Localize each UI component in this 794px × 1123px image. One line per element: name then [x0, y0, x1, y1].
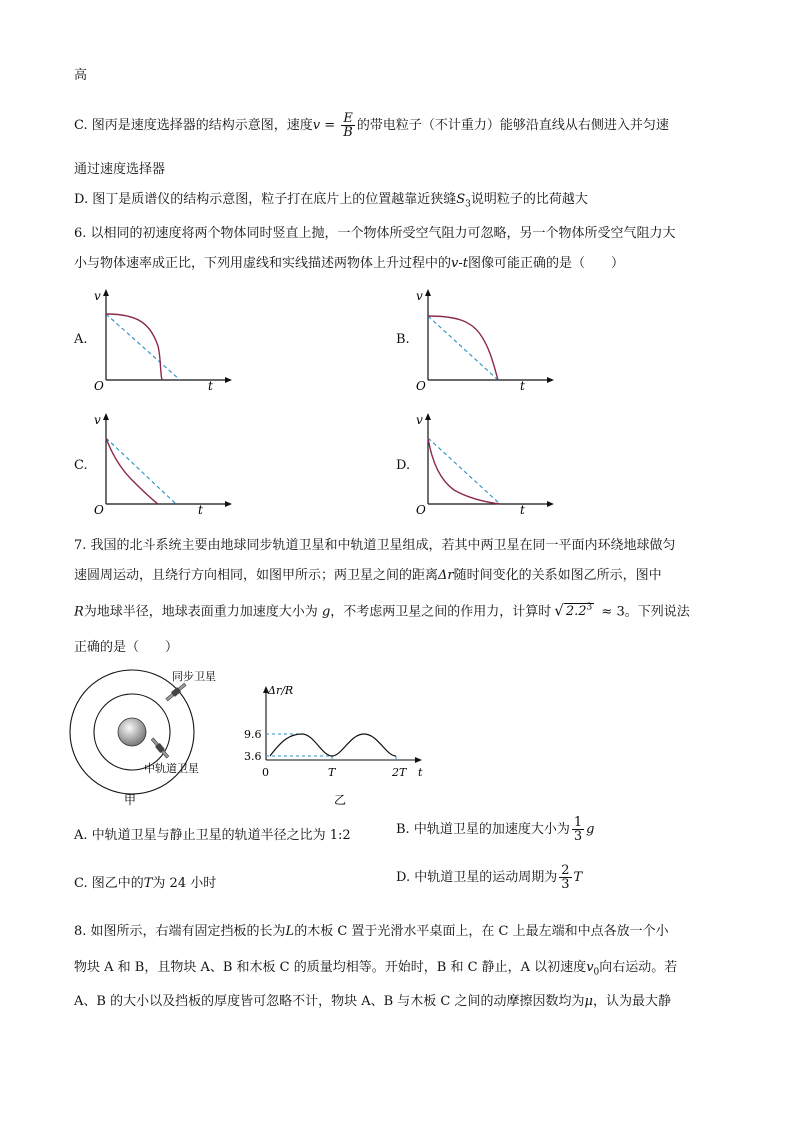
q7-option-a: A. 中轨道卫星与静止卫星的轨道半径之比为 1:2 [74, 828, 351, 843]
q5-option-c-continued: 通过速度选择器 [74, 162, 166, 177]
fraction-numerator: 1 [573, 815, 583, 830]
sync-satellite-icon [165, 682, 187, 702]
fraction-denominator: 3 [573, 829, 583, 844]
v-axis-label: v [94, 413, 101, 427]
q8-line-3-b: ，认为最大静 [592, 994, 671, 1009]
q8-line-3-a: A、B 的大小以及挡板的厚度皆可忽略不计，物块 A、B 与木板 C 之间的动摩擦因数均为 [74, 994, 585, 1009]
l-symbol: L [285, 924, 295, 939]
slit-subscript: 3 [465, 199, 471, 210]
q8-line-1-b: 的木板 C 置于光滑水平桌面上，在 C 上最左端和中点各放一个小 [294, 924, 669, 939]
fraction-numerator: 2 [561, 863, 570, 878]
q6-graph-a [88, 286, 238, 396]
x-tick-2t: 2T [392, 766, 407, 779]
q8-line-2-b: 向右运动。若 [599, 960, 678, 975]
fraction-denominator: B [343, 125, 353, 140]
equals-sign: = [320, 118, 340, 133]
delta-r-chart [238, 680, 428, 810]
q8-line-1-a: 8. 如图所示，右端有固定挡板的长为 [74, 924, 286, 939]
q7-option-d-text: D. 中轨道卫星的运动周期为 [396, 870, 558, 885]
fraction-numerator: E [341, 112, 355, 126]
t-axis-label: t [208, 379, 213, 393]
q5-option-c-text-end: 的带电粒子（不计重力）能够沿直线从右侧进入并匀速 [356, 118, 669, 133]
q6-option-c-label: C. [74, 458, 88, 473]
v0-subscript: 0 [593, 967, 600, 978]
q6-option-b-label: B. [396, 332, 410, 347]
solid-curve [106, 438, 158, 504]
q5-option-d [74, 190, 588, 215]
sqrt-base: 2.2 [565, 604, 587, 620]
q5-option-d-end: 说明粒子的比荷越大 [470, 192, 588, 207]
q5-option-c-text: C. 图丙是速度选择器的结构示意图，速度 [74, 118, 313, 133]
figure-yi-caption: 乙 [334, 793, 347, 807]
y-axis-label: Δr/R [268, 684, 294, 697]
q6-line-1: 6. 以相同的初速度将两个物体同时竖直上抛，一个物体所受空气阻力可忽略，另一个物体所受空气阻力大 [74, 226, 676, 241]
q6-option-a-label: A. [74, 332, 88, 347]
x-tick-zero: 0 [262, 766, 269, 779]
v0-symbol: v [586, 960, 594, 975]
velocity-symbol: v [312, 118, 321, 133]
top-fragment: 高 [74, 68, 88, 83]
q7-option-c-end: 为 24 小时 [152, 876, 217, 891]
q7-line-2-a: 速圆周运动，且绕行方向相同，如图甲所示；两卫星之间的距离 [74, 568, 439, 583]
g-symbol: g [321, 604, 331, 620]
q7-line-1: 7. 我国的北斗系统主要由地球同步轨道卫星和中轨道卫星组成，若其中两卫星在同一平面内环绕地球做匀 [74, 538, 676, 553]
q6-option-d-label: D. [396, 458, 411, 473]
q7-option-c-text: C. 图乙中的 [74, 876, 144, 891]
t-axis-label: t [520, 379, 525, 393]
q6-graph-b [410, 286, 560, 396]
mu-symbol: μ [584, 994, 593, 1009]
t-symbol: T [573, 870, 583, 885]
mid-satellite-label: 中轨道卫星 [144, 762, 199, 775]
slit-symbol: S [456, 192, 466, 207]
q5-option-d-text: D. 图丁是质谱仪的结构示意图，粒子打在底片上的位置越靠近狭缝 [74, 192, 457, 207]
dashed-line [106, 314, 180, 380]
v-axis-label: v [94, 289, 101, 303]
q7-line-4: 正确的是（ ） [74, 640, 179, 655]
q5-option-c [74, 112, 669, 139]
t-symbol: T [143, 876, 153, 891]
e-over-b-fraction [341, 112, 355, 139]
approx-value: ≈ 3 [601, 604, 625, 620]
q7-option-c [74, 874, 216, 894]
two-thirds-fraction [559, 864, 571, 891]
sqrt-expression: √ $2.2^3$ [554, 601, 593, 620]
q7-line-3-c: 。下列说法 [624, 604, 690, 620]
one-third-fraction [572, 816, 584, 843]
q7-option-d [396, 864, 582, 891]
solid-curve [106, 314, 162, 380]
q6-line-2-a: 小与物体速率成正比，下列用虚线和实线描述两物体上升过程中的 [74, 256, 452, 271]
q8-line-1 [74, 922, 669, 942]
vt-symbol: v-t [451, 256, 468, 271]
q7-line-2 [74, 566, 662, 586]
v-axis-label: v [416, 289, 423, 303]
q7-line-3-b: ，不考虑两卫星之间的作用力，计算时 [330, 604, 552, 620]
earth-icon [118, 718, 146, 746]
q8-line-3 [74, 992, 671, 1012]
fraction-denominator: 3 [561, 877, 570, 892]
y-tick-low: 3.6 [244, 750, 262, 763]
y-tick-high: 9.6 [244, 728, 262, 741]
t-axis-label: t [520, 503, 525, 517]
q6-graph-d [410, 410, 560, 520]
q8-line-2-a: 物块 A 和 B，且物块 A、B 和木板 C 的质量均相等。开始时，B 和 C 静止，A 以初速度 [74, 960, 587, 975]
q6-line-2 [74, 254, 624, 274]
r-symbol: R [74, 604, 84, 620]
q7-option-b [396, 816, 594, 843]
sync-satellite-label: 同步卫星 [172, 670, 216, 683]
origin-label: O [94, 379, 104, 393]
q7-line-2-b: 随时间变化的关系如图乙所示，图中 [453, 568, 662, 583]
q7-line-3-a: 为地球半径，地球表面重力加速度大小为 [83, 604, 318, 620]
sqrt-exponent: 3 [586, 603, 593, 613]
figure-jia-caption: 甲 [124, 793, 137, 807]
origin-label: O [416, 503, 426, 517]
q6-graph-c [88, 410, 238, 520]
v-axis-label: v [416, 413, 423, 427]
origin-label: O [416, 379, 426, 393]
g-symbol: g [586, 822, 595, 837]
orbit-figure [64, 664, 234, 814]
x-tick-t: T [328, 766, 336, 779]
x-axis-label: t [418, 766, 423, 779]
q7-option-b-text: B. 中轨道卫星的加速度大小为 [396, 822, 570, 837]
delta-r-symbol: Δr [438, 568, 454, 583]
q7-line-3 [74, 598, 690, 622]
q6-line-2-b: 图像可能正确的是（ ） [467, 256, 624, 271]
distance-curve [270, 734, 396, 756]
q8-line-2 [74, 958, 677, 983]
t-axis-label: t [198, 503, 203, 517]
origin-label: O [94, 503, 104, 517]
dashed-line [106, 438, 176, 504]
